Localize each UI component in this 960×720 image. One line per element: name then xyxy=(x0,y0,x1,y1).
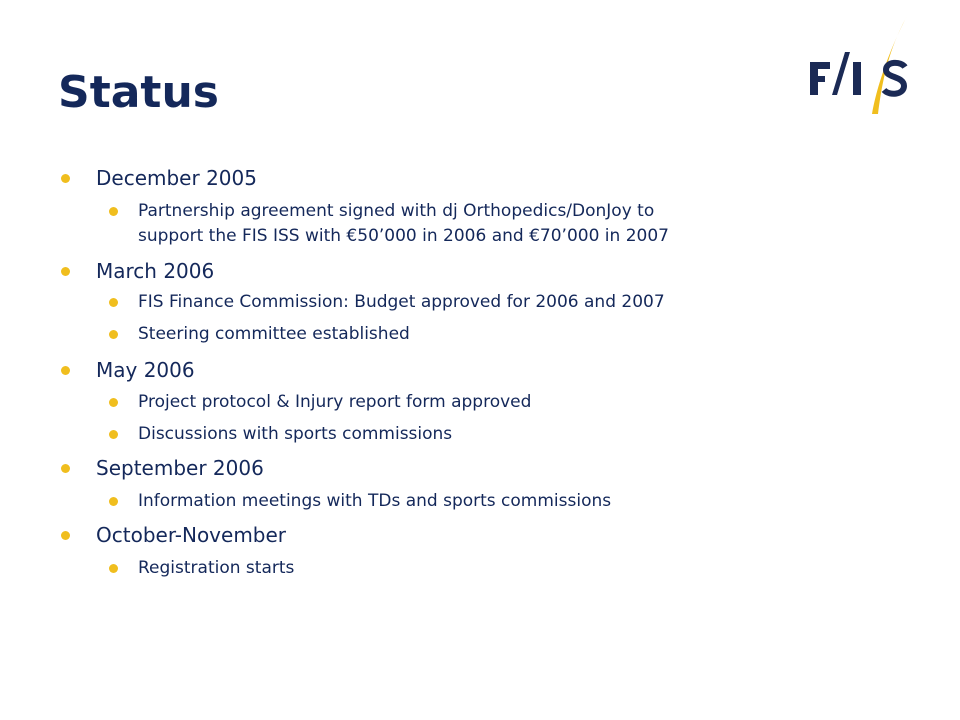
bullet-label: March 2006 xyxy=(96,259,215,283)
bullet-dot xyxy=(61,174,70,183)
sub-list-item xyxy=(138,391,531,414)
sub-bullet-line: Information meetings with TDs and sports commissions xyxy=(138,491,612,511)
sub-bullet-line: Partnership agreement signed with dj Orthopedics/DonJoy to xyxy=(138,201,655,221)
sub-bullet-line: FIS Finance Commission: Budget approved for 2006 and 2007 xyxy=(138,292,665,312)
sub-bullet-line: Registration starts xyxy=(138,558,295,578)
sub-list-item xyxy=(138,423,452,446)
sub-bullet-line: Discussions with sports commissions xyxy=(138,424,453,444)
bullet-dot xyxy=(109,298,118,307)
bullet-dot xyxy=(61,464,70,473)
bullet-dot xyxy=(109,207,118,216)
sub-list-item xyxy=(138,291,665,314)
bullet-label: December 2005 xyxy=(96,166,257,190)
bullet-label: October-November xyxy=(96,523,287,547)
list-item xyxy=(96,166,257,190)
bullet-dot xyxy=(109,430,118,439)
sub-list-item xyxy=(138,557,294,580)
list-item xyxy=(96,259,214,283)
bullet-dot xyxy=(109,398,118,407)
bullet-dot xyxy=(61,366,70,375)
bullet-label: September 2006 xyxy=(96,456,264,480)
bullet-dot xyxy=(109,497,118,506)
sub-list-item-continuation xyxy=(138,225,669,248)
bullet-dot xyxy=(61,531,70,540)
sub-bullet-line: support the FIS ISS with €50’000 in 2006 and €70’000 in 2007 xyxy=(138,226,669,246)
list-item xyxy=(96,523,286,547)
bullet-dot xyxy=(61,267,70,276)
sub-list-item xyxy=(138,490,611,513)
sub-bullet-line: Project protocol & Injury report form approved xyxy=(138,392,532,412)
slide-title: Status xyxy=(58,67,219,118)
list-item xyxy=(96,456,264,480)
sub-bullet-line: Steering committee established xyxy=(138,324,410,344)
bullet-label: May 2006 xyxy=(96,358,195,382)
sub-list-item xyxy=(138,200,654,223)
bullet-dot xyxy=(109,564,118,573)
list-item xyxy=(96,358,195,382)
bullet-dot xyxy=(109,330,118,339)
sub-list-item xyxy=(138,323,410,346)
